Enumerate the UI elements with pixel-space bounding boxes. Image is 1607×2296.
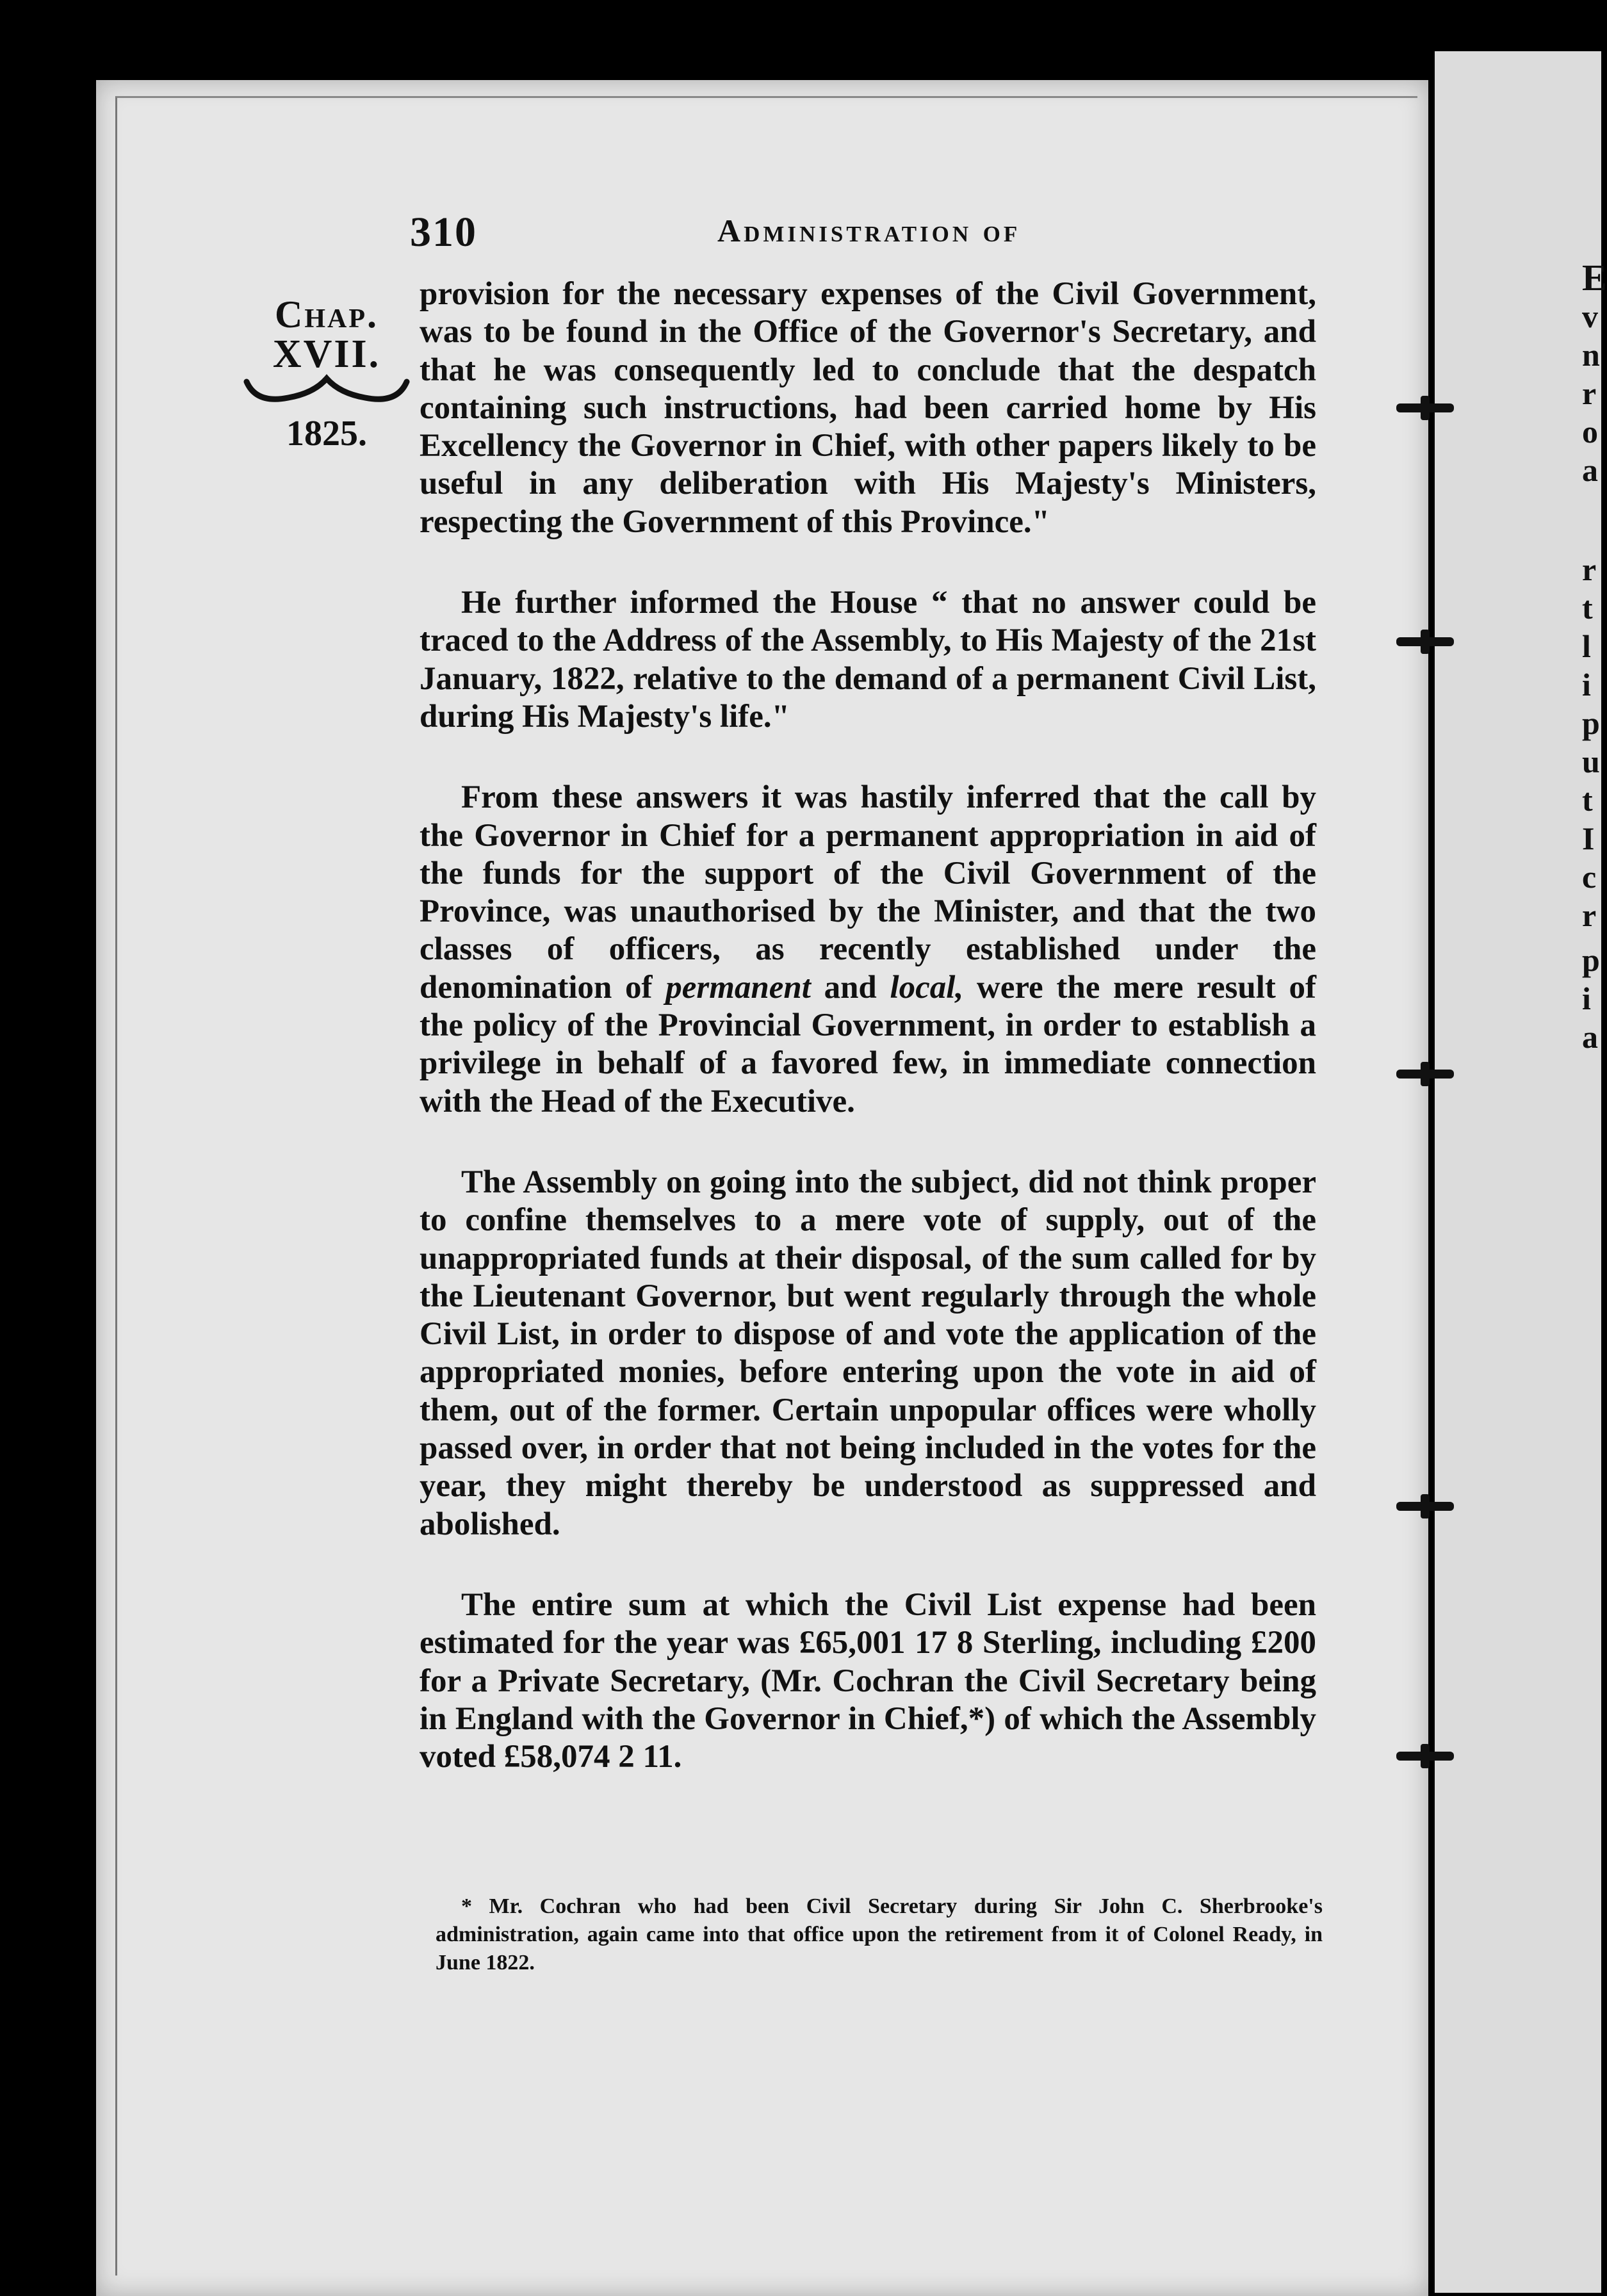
adjacent-letter: t xyxy=(1582,782,1593,818)
emphasis-text: local, xyxy=(890,969,964,1006)
body-text xyxy=(420,275,1316,1776)
adjacent-letter: E xyxy=(1582,257,1607,298)
paragraph: provision for the necessary expenses of the Civil Government, was to be found in the Office of the Governor's Secretary, and that he was consequently led to conclude that the despatch containing such instructions, had been carried home by His Excellency the Governor in Chief, with other papers likely to be useful in any deliberation with His Majesty's Ministers, respecting the Government of this Province." xyxy=(420,276,1316,540)
adjacent-letter: a xyxy=(1582,1019,1598,1055)
adjacent-letter: i xyxy=(1582,981,1591,1016)
paragraph: He further informed the House “ that no answer could be traced to the Address of the Assembly, to His Majesty of the 21st January, 1822, relative to the demand of a permanent Civil List, during His Majesty's life." xyxy=(420,585,1316,735)
adjacent-letter: n xyxy=(1582,337,1600,373)
adjacent-letter: a xyxy=(1582,452,1598,488)
paragraph: The Assembly on going into the subject, did not think proper to confine themselves to a mere vote of supply, out of the unappropriated funds at their disposal, of the sum called for by the Lieutenant Governor, but went regularly through the whole Civil List, in order to dispose of and vote the application of the appropriated monies, before entering upon the vote in aid of them, out of the former. Certain unpopular offices were wholly passed over, in order that not being included in the votes for the year, they might thereby be understood as suppressed and abolished. xyxy=(420,1164,1316,1542)
chapter-number: XVII. xyxy=(272,332,381,376)
adjacent-letter: c xyxy=(1582,859,1597,895)
binding-stitch xyxy=(1396,1752,1454,1761)
adjacent-letter: i xyxy=(1582,667,1591,703)
page-number: 310 xyxy=(410,209,477,256)
adjacent-letter: p xyxy=(1582,942,1600,978)
adjacent-letter: u xyxy=(1582,744,1600,779)
emphasis-text: permanent xyxy=(665,969,811,1006)
adjacent-letter: l xyxy=(1582,628,1591,664)
binding-stitch xyxy=(1396,637,1454,646)
adjacent-letter: r xyxy=(1582,897,1597,933)
binding-stitch xyxy=(1396,403,1454,412)
chapter-label: Chap. xyxy=(275,293,379,336)
adjacent-letter: o xyxy=(1582,414,1598,450)
brace-ornament xyxy=(243,375,410,407)
running-title: Administration of xyxy=(717,213,1021,248)
binding-stitch xyxy=(1396,1502,1454,1511)
adjacent-letter: p xyxy=(1582,705,1600,741)
page-header xyxy=(410,208,1319,259)
paragraph-text: were the mere result of the policy of the Provincial Government, in order to establish a privilege in behalf of a favored few, in immediate connection with the Head of the Executive. xyxy=(420,969,1316,1120)
margin-note xyxy=(231,295,423,456)
margin-year: 1825. xyxy=(286,414,367,453)
paragraph-text: From these answers it was hastily inferred that the call by the Governor in Chief for a permanent appropriation in aid of the funds for the support of the Civil Government of the Province, was unauthorised by the Minister, and that the two classes of officers, as recently established under the denomination of xyxy=(420,779,1316,1006)
paragraph-text: and xyxy=(810,969,890,1006)
adjacent-letter: t xyxy=(1582,590,1593,626)
adjacent-page-edge xyxy=(1435,51,1601,2293)
footnote: * Mr. Cochran who had been Civil Secretary during Sir John C. Sherbrooke's administration, again came into that office upon the retirement from it of Colonel Ready, in June 1822. xyxy=(436,1894,1323,1974)
adjacent-letter: I xyxy=(1582,820,1595,856)
adjacent-letter: r xyxy=(1582,551,1597,587)
paragraph: The entire sum at which the Civil List expense had been estimated for the year was £65,001 17 8 Sterling, including £200 for a Private Secretary, (Mr. Cochran the Civil Secretary being in England with the Governor in Chief,*) of which the Assembly voted £58,074 2 11. xyxy=(420,1586,1316,1775)
adjacent-letter: r xyxy=(1582,375,1597,411)
adjacent-letter: v xyxy=(1582,298,1598,334)
paragraph xyxy=(420,779,1316,1121)
binding-stitch xyxy=(1396,1070,1454,1079)
